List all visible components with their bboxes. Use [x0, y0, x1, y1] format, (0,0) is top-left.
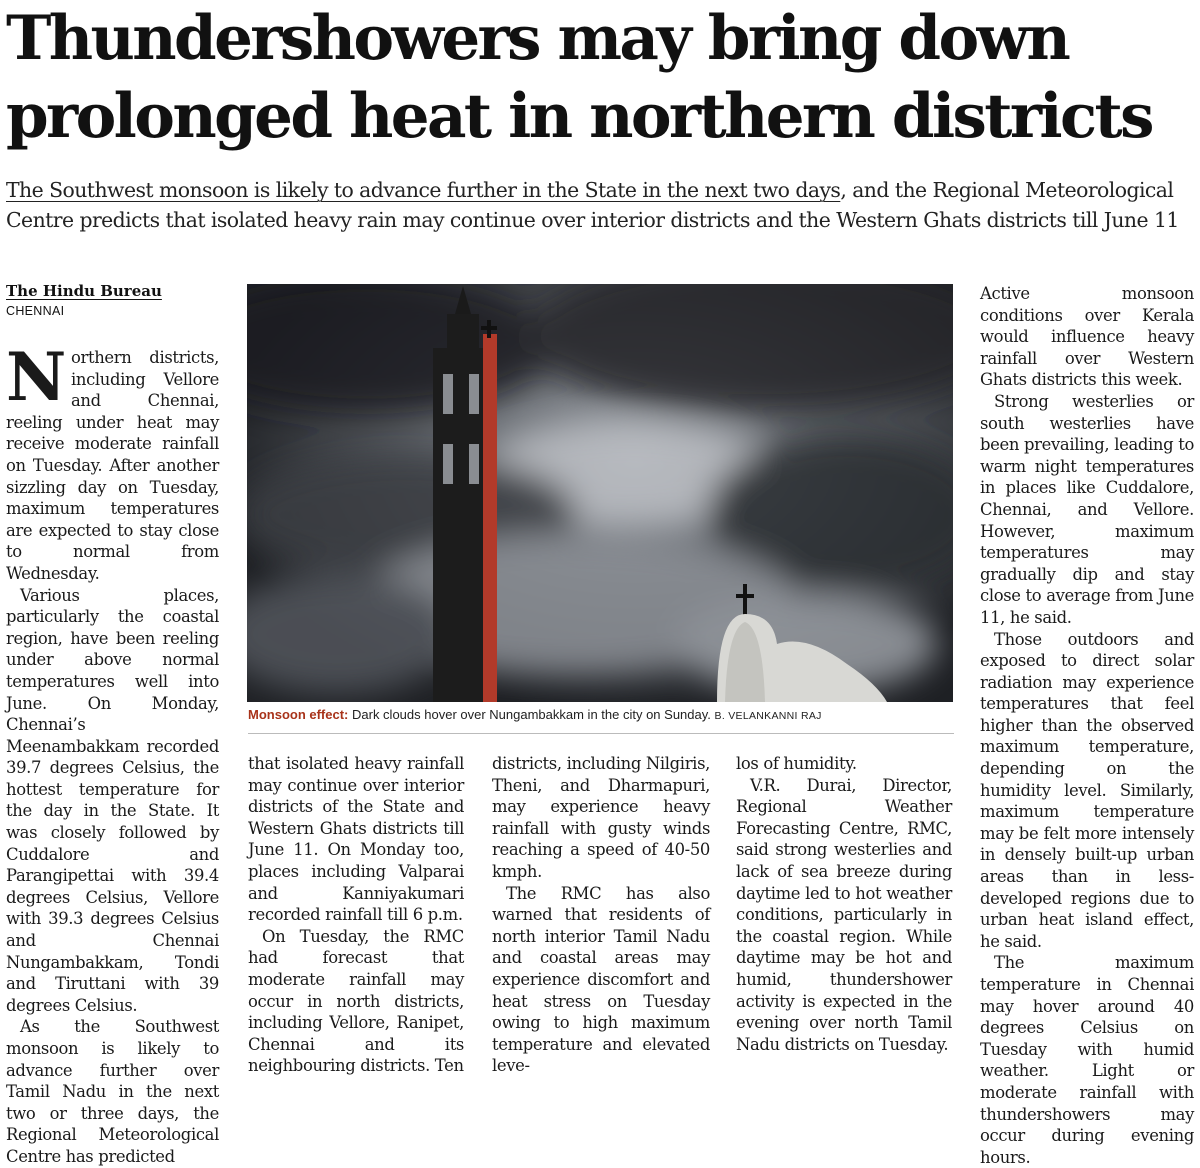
church-tower-silhouette	[433, 286, 497, 702]
caption-text: Dark clouds hover over Nungambakkam in the city on Sunday.	[348, 707, 711, 722]
dateline: CHENNAI	[6, 304, 65, 318]
paragraph-text: orthern districts, including Vellore and Chennai, reeling under heat may receive moderate rainfall on Tuesday. After another sizzling day on Tuesday, maximum temperatures are expected to stay close to normal from Wednesday.	[6, 348, 219, 583]
photo-caption	[248, 706, 954, 725]
cloud-photo-illustration	[247, 284, 953, 702]
paragraph: los of humidity.	[736, 754, 857, 773]
paragraph: As the Southwest monsoon is likely to advance further over Tamil Nadu in the next two or three days, the Regional Meteorological Centre has predicted	[6, 1017, 219, 1166]
column-5	[980, 283, 1194, 1168]
headline: Thundershowers may bring down prolonged heat in northern districts	[6, 3, 1152, 152]
caption-label: Monsoon effect:	[248, 707, 349, 722]
standfirst	[6, 175, 1196, 235]
column-1	[6, 338, 219, 1168]
paragraph: Those outdoors and exposed to direct solar radiation may experience temperatures that feel higher than the observed maximum temperature, depending on the humidity level. Similarly, maximum temperature may be felt more intensely in densely built-up urban areas than in less-developed regions due to urban heat island effect, he said.	[980, 629, 1194, 951]
paragraph: Strong westerlies or south westerlies have been prevailing, leading to warm night temperatures in places like Cuddalore, Chennai, and Vellore. However, maximum temperatures may gradually dip and stay close to average from June 11, he said.	[980, 391, 1194, 627]
paragraph: V.R. Durai, Director, Regional Weather Forecasting Centre, RMC, said strong westerlies and lack of sea breeze during daytime led to hot weather conditions, particularly in the coastal region. While daytime may be hot and humid, thundershower activity is expected in the evening over north Tamil Nadu districts on Tuesday.	[736, 775, 952, 1054]
caption-divider	[248, 733, 954, 734]
standfirst-underlined: The Southwest monsoon is likely to advance further in the State in the next two days	[6, 178, 841, 202]
paragraph: On Tuesday, the RMC had forecast that moderate rainfall may occur in north districts, including Vellore, Ranipet, Chennai and its neighbouring districts. Ten	[248, 926, 464, 1076]
paragraph: districts, including Nilgiris, Theni, and Dharmapuri, may experience heavy rainfall with gusty winds reaching a speed of 40-50 kmph.	[492, 754, 710, 881]
standfirst-rest: , and the Regional Meteorological Centre predicts that isolated heavy rain may continue over interior districts and the Western Ghats districts till June 11	[6, 178, 1179, 232]
column-3	[492, 753, 710, 1077]
paragraph: Various places, particularly the coastal region, have been reeling under above normal temperatures well into June. On Monday, Chennai’s Meenambakkam recorded 39.7 degrees Celsius, the hottest temperature for the day in the State. It was closely followed by Cuddalore and Parangipettai with 39.4 degrees Celsius, Vellore with 39.3 degrees Celsius and Chennai Nungambakkam, Tondi and Tiruttani with 39 degrees Celsius.	[6, 585, 219, 1015]
drop-cap: N	[6, 338, 66, 416]
paragraph	[6, 338, 219, 585]
column-4	[736, 753, 952, 1055]
column-2	[248, 753, 464, 1077]
photo-credit: B. VELANKANNI RAJ	[714, 710, 822, 722]
paragraph: The maximum temperature in Chennai may hover around 40 degrees Celsius on Tuesday with humid weather. Light or moderate rainfall with thundershowers may occur during evening hours.	[980, 953, 1194, 1167]
paragraph: The RMC has also warned that residents of north interior Tamil Nadu and coastal areas may experience discomfort and heat stress on Tuesday owing to high maximum temperature and elevated leve-	[492, 883, 710, 1076]
monsoon-photo	[247, 284, 953, 702]
paragraph: Active monsoon conditions over Kerala would influence heavy rainfall over Western Ghats districts this week.	[980, 284, 1194, 390]
byline: The Hindu Bureau	[6, 282, 162, 300]
paragraph: that isolated heavy rainfall may continue over interior districts of the State and Western Ghats districts till June 11. On Monday too, places including Valparai and Kanniyakumari recorded rainfall till 6 p.m.	[248, 754, 464, 925]
